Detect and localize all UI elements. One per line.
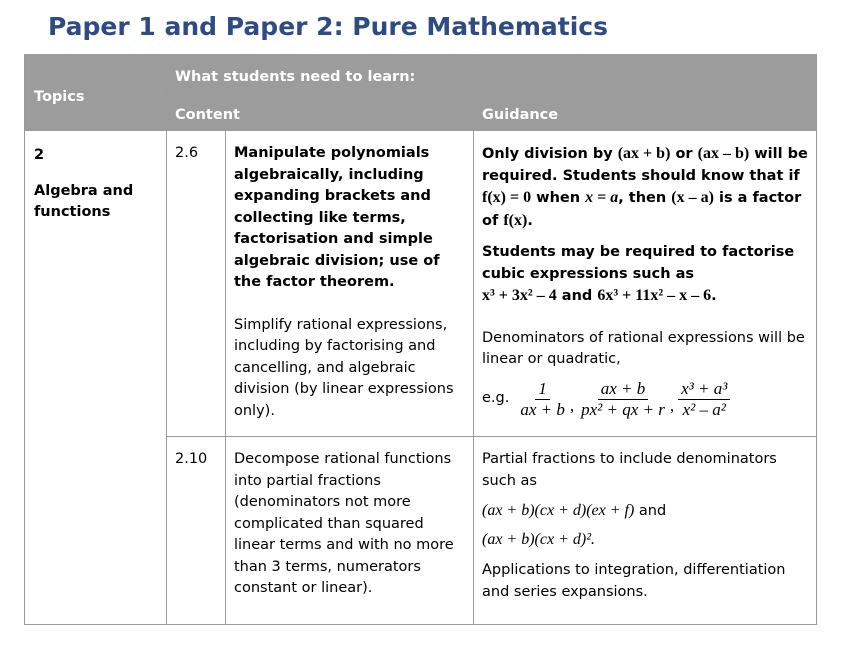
content-2-6 — [226, 131, 474, 437]
fraction-2 — [578, 379, 668, 420]
topic-name-line1: Algebra and — [34, 182, 134, 199]
content-2-10-text: Decompose rational functions into partial fractions (denominators not more complicated than squared linear terms and with no more than 3 terms, numerators constant or linear). — [234, 451, 454, 596]
ref-2-6: 2.6 — [167, 131, 226, 437]
page-title: Paper 1 and Paper 2: Pure Mathematics — [48, 12, 608, 41]
guidance-2-10-denominator-2: (ax + b)(cx + d)². — [482, 530, 596, 548]
content-2-6-rational: Simplify rational expressions, including by factorising and cancelling, and algebraic division (by linear expressions only). — [234, 316, 454, 419]
fraction-2-denominator: px² + qx + r — [581, 399, 665, 419]
guidance-2-10 — [474, 437, 817, 625]
ref-2-10: 2.10 — [167, 437, 226, 625]
content-2-10 — [226, 437, 474, 625]
fraction-1-numerator: 1 — [535, 379, 550, 400]
header-guidance: Guidance — [474, 94, 817, 131]
fraction-3-numerator: x³ + a³ — [678, 379, 730, 400]
fraction-2-numerator: ax + b — [598, 379, 649, 400]
fraction-1-denominator: ax + b — [520, 399, 565, 419]
guidance-2-10-partial: Partial fractions to include denominators such as — [482, 451, 777, 489]
header-content: Content — [167, 94, 474, 131]
content-2-6-polynomials: Manipulate polynomials algebraically, including expanding brackets and collecting like terms, factorisation and simple algebraic division; use of the factor theorem. — [234, 145, 440, 290]
guidance-2-6 — [474, 131, 817, 437]
example-fractions: e.g. $\frac{1}{ax + b}$ , $\frac{ax + b}{\text{px² + qx + r}}$ , $\frac{\text{x³ + a³}}{\text{x² – a²}}$ — [482, 379, 810, 420]
guidance-2-10-applications: Applications to integration, differentiation and series expansions. — [482, 562, 786, 600]
fraction-1 — [517, 379, 568, 420]
topic-number: 2 — [34, 147, 45, 163]
guidance-2-6-cubics: Students may be required to factorise cubic expressions such as x³ + 3x² – 4 and 6x³ + 11x² – x – 6. — [482, 244, 795, 304]
guidance-2-6-denominators: Denominators of rational expressions will be linear or quadratic, — [482, 329, 805, 367]
fraction-3 — [678, 379, 730, 420]
header-what-students-learn: What students need to learn: — [167, 55, 817, 94]
eg-label: e.g. — [482, 390, 510, 407]
topic-name-line2: functions — [34, 204, 111, 220]
fraction-3-denominator: x² – a² — [682, 399, 726, 419]
guidance-2-10-denominator-1: (ax + b)(cx + d)(ex + f) and — [482, 502, 667, 519]
header-topics: Topics — [25, 55, 167, 131]
specification-table — [24, 54, 817, 625]
guidance-2-6-division: Only division by (ax + b) or (ax – b) will be required. Students should know that if f(x) = 0 when x = a, then (x – a) is a factor of f(x). — [482, 145, 808, 229]
topic-cell — [25, 131, 167, 625]
